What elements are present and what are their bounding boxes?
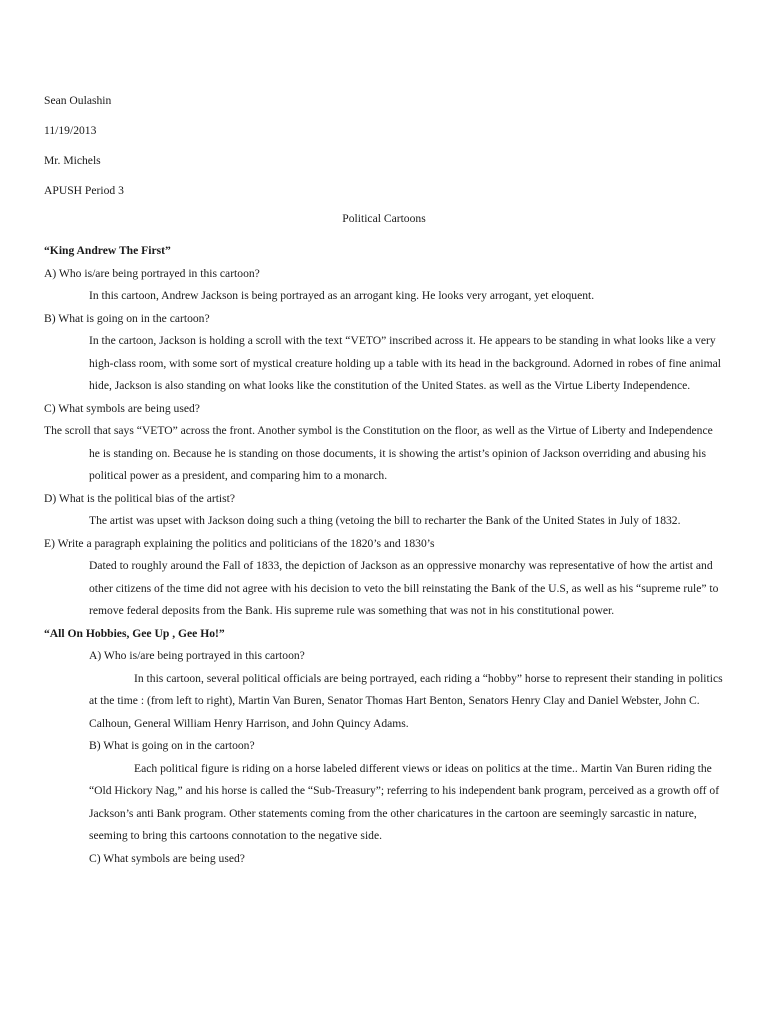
section-heading-all-on-hobbies: “All On Hobbies, Gee Up , Gee Ho!” bbox=[44, 626, 225, 640]
question-b-2: B) What is going on in the cartoon? bbox=[89, 739, 255, 752]
teacher-name: Mr. Michels bbox=[44, 154, 101, 167]
question-b: B) What is going on in the cartoon? bbox=[44, 311, 210, 325]
question-a: A) Who is/are being portrayed in this cartoon? bbox=[44, 266, 260, 280]
document-body bbox=[44, 240, 724, 870]
class-period: APUSH Period 3 bbox=[44, 184, 124, 197]
author-name: Sean Oulashin bbox=[44, 94, 112, 107]
answer-b-2: Each political figure is riding on a horse labeled different views or ideas on politics at the time.. Martin Van Buren riding the “Old Hickory Nag,” and his horse is called the “Sub-Treasury”; referring to his independent bank program, perceived as a growth off of Jackson’s anti Bank program. Other statements coming from the other charicatures in the cartoon are seemingly sarcastic in nature, seeming to bring this cartoons connotation to the negative side. bbox=[89, 761, 720, 842]
answer-e: Dated to roughly around the Fall of 1833, the depiction of Jackson as an oppressive monarchy was representative of how the artist and other citizens of the time did not agree with his decision to veto the bill reinstating the Bank of the U.S, as well as his “supreme rule” to remove federal deposits from the Bank. His supreme rule was something that was not in his constitutional power. bbox=[89, 559, 719, 617]
question-e: E) Write a paragraph explaining the politics and politicians of the 1820’s and 1830’s bbox=[44, 536, 435, 550]
answer-a: In this cartoon, Andrew Jackson is being portrayed as an arrogant king. He looks very arrogant, yet eloquent. bbox=[89, 289, 595, 302]
document-title: Political Cartoons bbox=[342, 212, 426, 225]
question-c-2: C) What symbols are being used? bbox=[89, 851, 245, 865]
answer-d: The artist was upset with Jackson doing such a thing (vetoing the bill to recharter the Bank of the United States in July of 1832. bbox=[89, 514, 681, 527]
answer-c: The scroll that says “VETO” across the front. Another symbol is the Constitution on the floor, as well as the Virtue of Liberty and Independence he is standing on. Because he is standing on those documents, it is showing the artist’s opinion of Jackson overriding and abusing his political power as a president, and comparing him to a monarch. bbox=[44, 424, 713, 482]
section-heading-king-andrew: “King Andrew The First” bbox=[44, 244, 171, 257]
answer-a-2: In this cartoon, several political officials are being portrayed, each riding a “hobby” horse to represent their standing in politics at the time : (from left to right), Martin Van Buren, Senator Thomas Hart Benton, Senators Henry Clay and Daniel Webster, John C. Calhoun, General William Henry Harrison, and John Quincy Adams. bbox=[89, 671, 723, 730]
question-d: D) What is the political bias of the artist? bbox=[44, 491, 236, 505]
question-c: C) What symbols are being used? bbox=[44, 401, 200, 415]
answer-b: In the cartoon, Jackson is holding a scroll with the text “VETO” inscribed across it. He appears to be standing in what looks like a very high-class room, with some sort of mystical creature holding up a table with its head in the background. Adorned in robes of fine animal hide, Jackson is also standing on what looks like the constitution of the United States. as well as the Virtue Liberty Independence. bbox=[89, 334, 722, 392]
question-a-2: A) Who is/are being portrayed in this cartoon? bbox=[89, 649, 305, 662]
date: 11/19/2013 bbox=[44, 124, 97, 137]
